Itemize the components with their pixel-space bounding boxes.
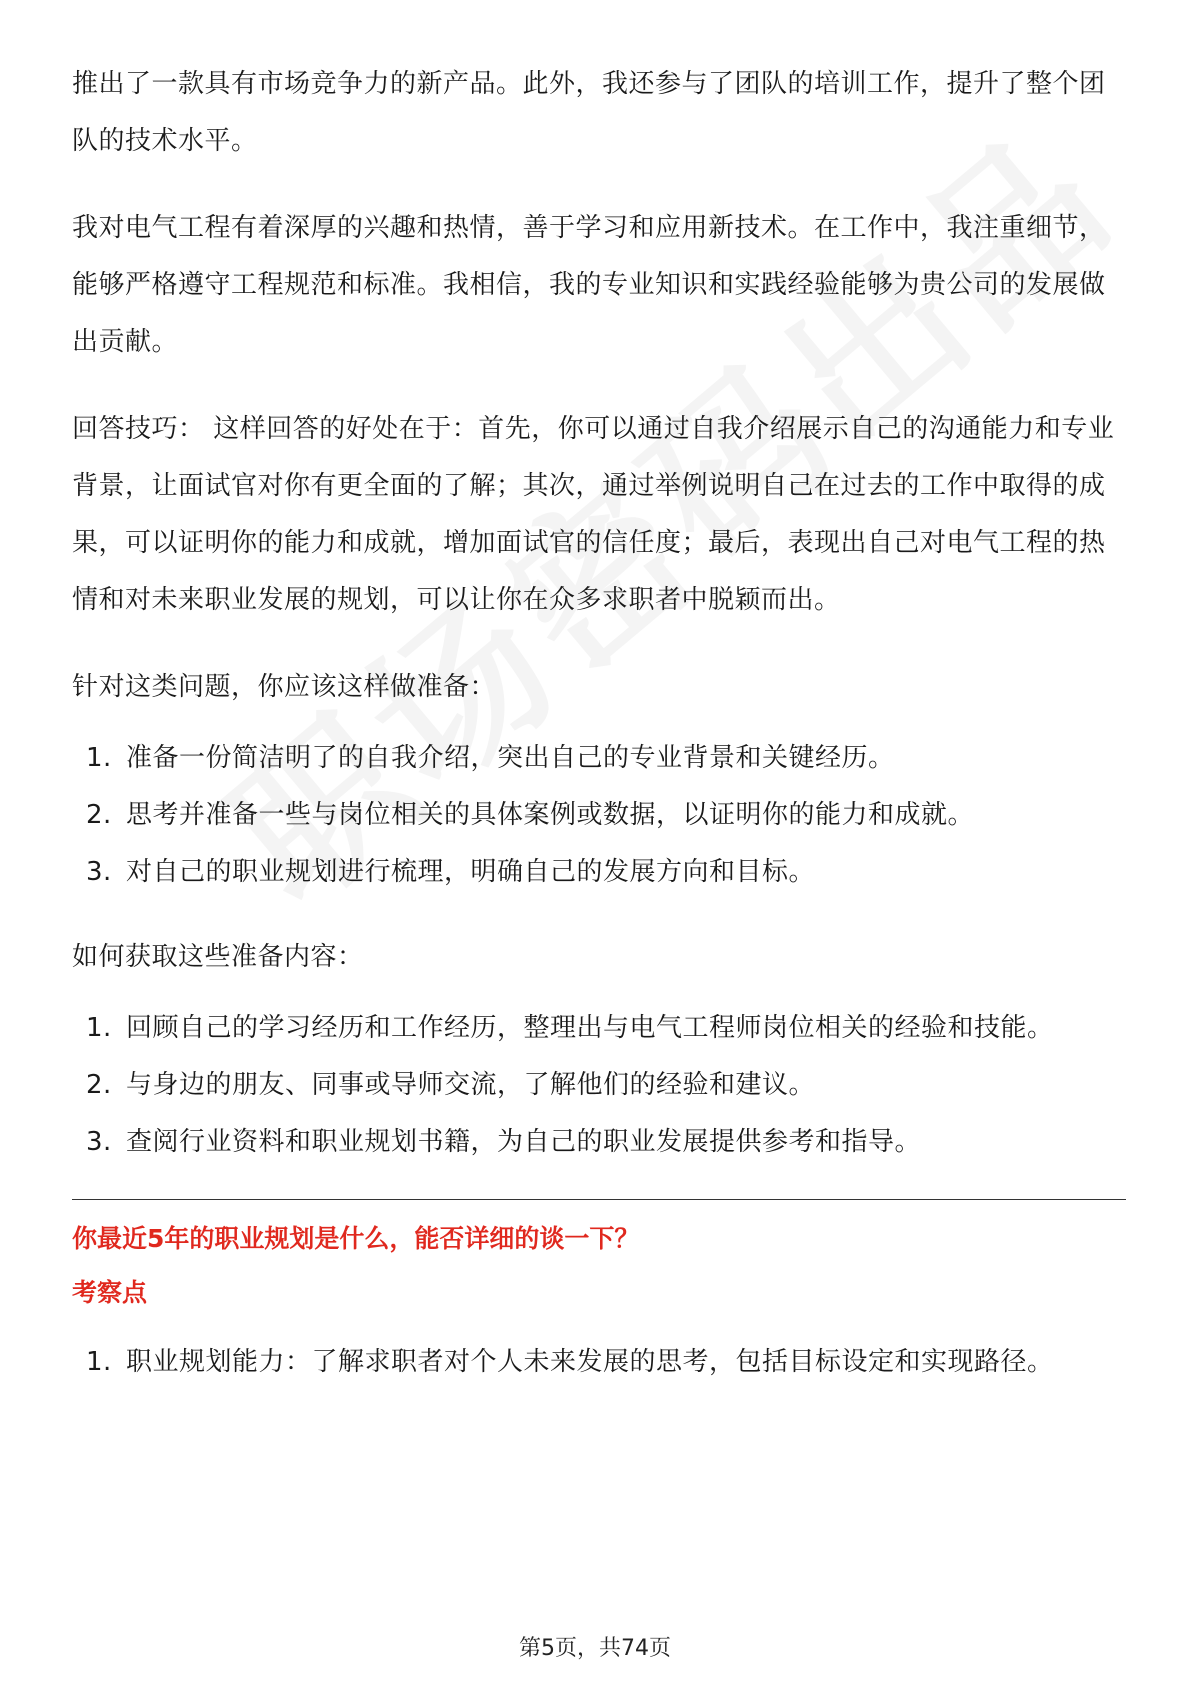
list-number: 3.	[86, 857, 112, 887]
list-item	[72, 730, 1126, 787]
assessment-list	[72, 1334, 1126, 1391]
list-item-text: 准备一份简洁明了的自我介绍，突出自己的专业背景和关键经历。	[126, 743, 895, 773]
list-item	[72, 844, 1126, 901]
list-item-text: 职业规划能力：了解求职者对个人未来发展的思考，包括目标设定和实现路径。	[126, 1347, 1054, 1377]
prep-heading: 针对这类问题，你应该这样做准备：	[72, 672, 497, 702]
list-number: 1.	[86, 1347, 112, 1377]
list-item	[72, 1000, 1126, 1057]
section-divider	[72, 1199, 1126, 1200]
paragraph-interest: 我对电气工程有着深厚的兴趣和热情，善于学习和应用新技术。在工作中，我注重细节，能够严格遵守工程规范和标准。我相信，我的专业知识和实践经验能够为贵公司的发展做出贡献。	[72, 213, 1106, 357]
list-item-text: 思考并准备一些与岗位相关的具体案例或数据，以证明你的能力和成就。	[126, 800, 975, 830]
acquire-heading: 如何获取这些准备内容：	[72, 942, 364, 972]
list-number: 2.	[86, 800, 112, 830]
list-number: 3.	[86, 1127, 112, 1157]
list-item-text: 对自己的职业规划进行梳理，明确自己的发展方向和目标。	[126, 857, 816, 887]
list-number: 1.	[86, 743, 112, 773]
assessment-heading: 考察点	[72, 1278, 148, 1307]
list-item-text: 与身边的朋友、同事或导师交流，了解他们的经验和建议。	[126, 1070, 816, 1100]
prep-list	[72, 730, 1126, 901]
list-item	[72, 787, 1126, 844]
list-item	[72, 1334, 1126, 1391]
list-item-text: 回顾自己的学习经历和工作经历，整理出与电气工程师岗位相关的经验和技能。	[126, 1013, 1054, 1043]
list-number: 2.	[86, 1070, 112, 1100]
paragraph-achievements: 推出了一款具有市场竞争力的新产品。此外，我还参与了团队的培训工作，提升了整个团队的技术水平。	[72, 69, 1106, 156]
page-number: 第5页，共74页	[519, 1636, 671, 1661]
list-item	[72, 1114, 1126, 1171]
list-number: 1.	[86, 1013, 112, 1043]
list-item	[72, 1057, 1126, 1114]
acquire-list	[72, 1000, 1126, 1171]
list-item-text: 查阅行业资料和职业规划书籍，为自己的职业发展提供参考和指导。	[126, 1127, 922, 1157]
paragraph-answer-tips: 回答技巧： 这样回答的好处在于：首先，你可以通过自我介绍展示自己的沟通能力和专业背景，让面试官对你有更全面的了解；其次，通过举例说明自己在过去的工作中取得的成果，可以证明你的能力和成就，增加面试官的信任度；最后，表现出自己对电气工程的热情和对未来职业发展的规划，可以让你在众多求职者中脱颖而出。	[72, 414, 1115, 615]
document-page	[72, 56, 1126, 1419]
question-title: 你最近5年的职业规划是什么，能否详细的谈一下？	[72, 1224, 640, 1253]
